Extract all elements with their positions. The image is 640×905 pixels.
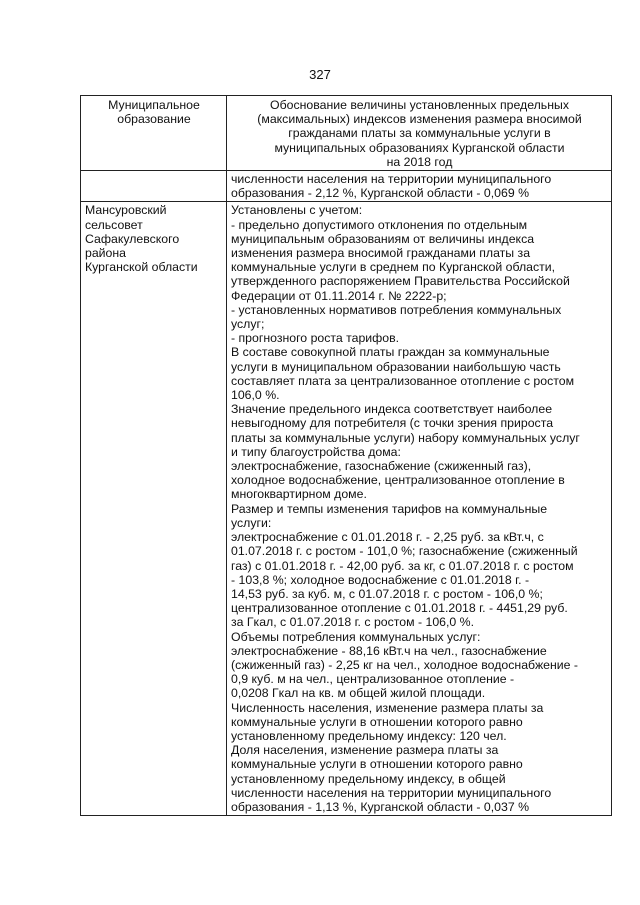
text-line: Численность населения, изменение размера платы за — [231, 700, 544, 715]
text-line: коммунальные услуги в отношении которого равно — [231, 714, 523, 729]
text-line: и типу благоустройства дома: — [231, 444, 401, 459]
text-line: газ) с 01.01.2018 г. - 42,00 руб. за кг, с 01.07.2018 г. с ростом — [231, 558, 574, 573]
text-line: численности населения на территории муниципального — [231, 785, 552, 800]
text-line: Сафакулевского — [85, 231, 180, 246]
text-line: образования - 1,13 %, Курганской области - 0,037 % — [231, 799, 530, 814]
text-line: - предельно допустимого отклонения по отдельным — [231, 217, 528, 232]
text-line: Федерации от 01.11.2014 г. № 2222-р; — [231, 288, 447, 303]
text-line: гражданами платы за коммунальные услуги в — [288, 126, 551, 141]
text-line: муниципальным образованиям от величины индекса — [231, 231, 535, 246]
text-line: Курганской области — [85, 260, 198, 275]
text-line: изменения размера вносимой гражданами платы за — [231, 246, 531, 261]
text-line: - установленных нормативов потребления коммунальных — [231, 302, 562, 317]
text-line: услуги: — [231, 515, 272, 530]
justification-table — [80, 95, 612, 816]
text-line: за Гкал, с 01.07.2018 г. с ростом - 106,0 %. — [231, 615, 475, 630]
text-line: коммунальные услуги в среднем по Курганской области, — [231, 260, 556, 275]
text-line: централизованное отопление с 01.01.2018 г. - 4451,29 руб. — [231, 601, 568, 616]
text-line: Размер и темпы изменения тарифов на коммунальные — [231, 501, 548, 516]
justification-text-cell — [227, 202, 612, 816]
text-line: сельсовет — [85, 217, 143, 232]
text-line: (сжиженный газ) - 2,25 кг на чел., холодное водоснабжение - — [231, 657, 579, 672]
text-line: образования - 2,12 %, Курганской области - 0,069 % — [231, 186, 530, 201]
text-line: Обоснование величины установленных предельных — [270, 98, 569, 112]
text-line: невыгодному для потребителя (с точки зрения прироста — [231, 416, 554, 431]
text-line: услуги в муниципальном образовании наибольшую часть — [231, 359, 561, 374]
text-line: Значение предельного индекса соответствует наиболее — [231, 402, 553, 417]
text-line: Установлены с учетом: — [231, 203, 363, 218]
continuation-municipality-cell — [81, 171, 227, 202]
text-line: составляет плата за централизованное отопление с ростом — [231, 373, 575, 388]
text-line: электроснабжение, газоснабжение (сжиженный газ), — [231, 459, 532, 474]
text-line: 01.07.2018 г. с ростом - 101,0 %; газоснабжение (сжиженный — [231, 544, 578, 559]
header-justification — [227, 96, 612, 171]
text-line: района — [85, 246, 127, 261]
text-line: Объемы потребления коммунальных услуг: — [231, 629, 481, 644]
page-number: 327 — [309, 67, 331, 82]
text-line: 0,0208 Гкал на кв. м общей жилой площади. — [231, 686, 486, 701]
text-line: образование — [117, 112, 191, 127]
text-line: услуг; — [231, 317, 265, 332]
text-line: численности населения на территории муниципального — [231, 172, 552, 187]
text-line: Доля населения, изменение размера платы за — [231, 743, 499, 758]
text-line: 14,53 руб. за куб. м, с 01.07.2018 г. с ростом - 106,0 %; — [231, 586, 543, 601]
text-line: на 2018 год — [386, 154, 453, 169]
text-line: установленному предельному индексу: 120 чел. — [231, 728, 507, 743]
table-row-mansurovsky — [81, 202, 612, 816]
continuation-justification-cell — [227, 171, 612, 202]
text-line: Мансуровский — [85, 203, 167, 218]
header-municipality — [81, 96, 227, 171]
text-line: установленному предельному индексу, в общей — [231, 771, 506, 786]
text-line: В составе совокупной платы граждан за коммунальные — [231, 345, 550, 360]
text-line: электроснабжение - 88,16 кВт.ч на чел., газоснабжение — [231, 643, 547, 658]
text-line: 106,0 %. — [231, 388, 280, 403]
text-line: многоквартирном доме. — [231, 487, 367, 502]
table-row-continuation — [81, 171, 612, 202]
text-line: - 103,8 %; холодное водоснабжение с 01.01.2018 г. - — [231, 572, 530, 587]
municipality-name-cell — [81, 202, 227, 816]
text-line: коммунальные услуги в отношении которого равно — [231, 757, 523, 772]
text-line: холодное водоснабжение, централизованное отопление в — [231, 473, 565, 488]
text-line: Муниципальное — [108, 98, 200, 112]
table-header-row — [81, 96, 612, 171]
text-line: 0,9 куб. м на чел., централизованное отопление - — [231, 672, 515, 687]
text-line: муниципальных образованиях Курганской области — [274, 140, 565, 155]
text-line: электроснабжение с 01.01.2018 г. - 2,25 руб. за кВт.ч, с — [231, 530, 544, 545]
text-line: - прогнозного роста тарифов. — [231, 331, 400, 346]
text-line: (максимальных) индексов изменения размера вносимой — [257, 112, 582, 127]
text-line: платы за коммунальные услуги) набору коммунальных услуг — [231, 430, 580, 445]
text-line: утвержденного распоряжением Правительства Российской — [231, 274, 570, 289]
